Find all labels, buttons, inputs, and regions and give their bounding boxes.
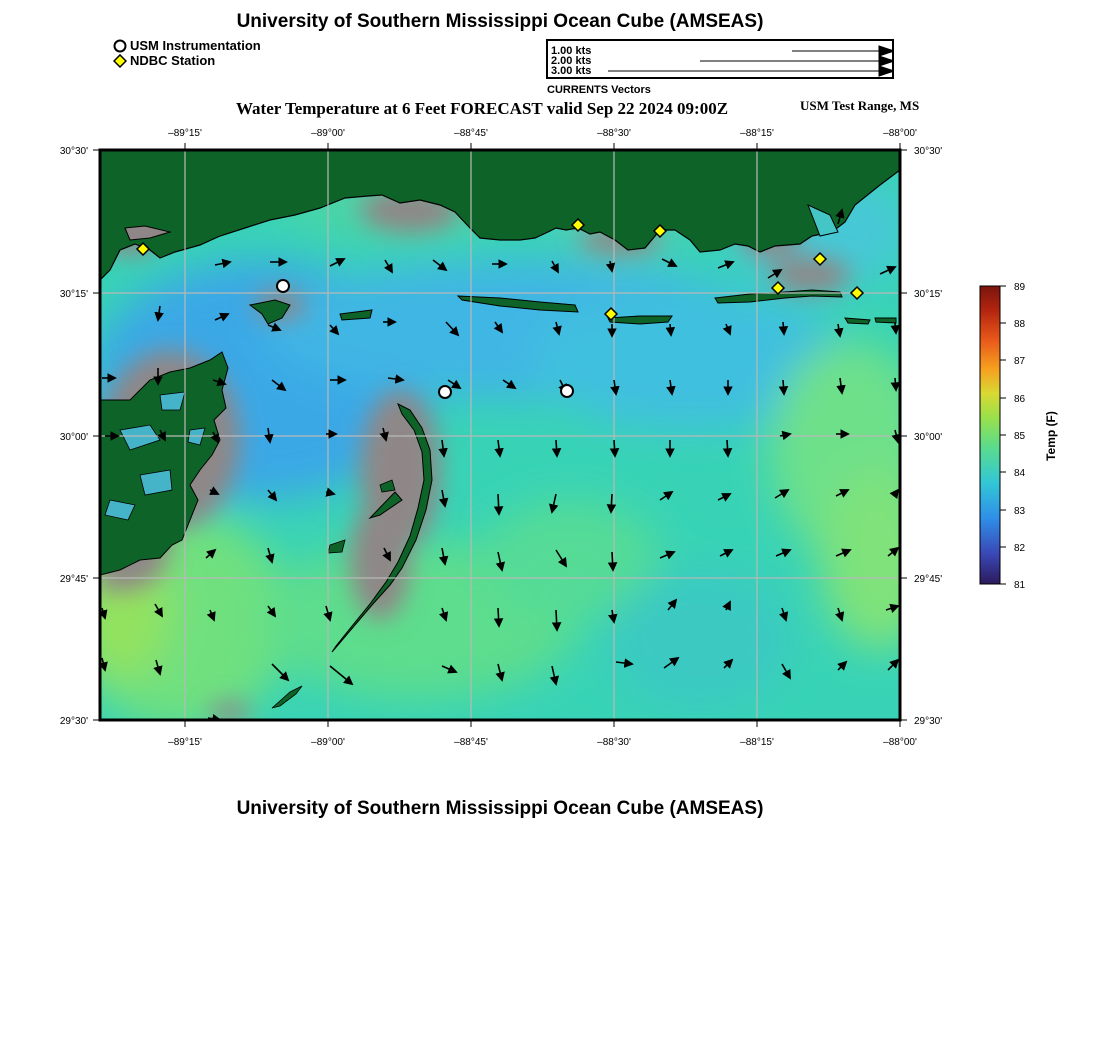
top-lon-labels xyxy=(168,128,917,139)
vector-key-row-3: 3.00 kts xyxy=(551,65,592,77)
lat-label-right-2: 30°15' xyxy=(914,289,943,300)
colorbar-tick-84: 84 xyxy=(1014,468,1026,479)
colorbar-tick-89: 89 xyxy=(1014,282,1026,293)
left-lat-labels xyxy=(60,146,88,727)
colorbar-tick-83: 83 xyxy=(1014,506,1026,517)
top-title: University of Southern Mississippi Ocean Cube (AMSEAS) xyxy=(236,11,764,32)
usm-station-marker xyxy=(277,280,289,292)
colorbar-ticks xyxy=(1000,286,1006,584)
colorbar-tick-87: 87 xyxy=(1014,356,1026,367)
lat-label-right-3: 30°00' xyxy=(914,432,943,443)
colorbar xyxy=(970,278,1080,598)
lon-label-top-3: –88°45' xyxy=(454,128,488,139)
lon-label-top-6: –88°00' xyxy=(883,128,917,139)
vector-key-caption: CURRENTS Vectors xyxy=(547,84,651,96)
legend-ndbc-label: NDBC Station xyxy=(130,53,216,68)
lon-label-bottom-5: –88°15' xyxy=(740,737,774,748)
colorbar-tick-81: 81 xyxy=(1014,580,1026,591)
bottom-lon-labels xyxy=(168,737,917,748)
lon-label-top-2: –89°00' xyxy=(311,128,345,139)
lon-label-bottom-4: –88°30' xyxy=(597,737,631,748)
vector-key-row-2: 2.00 kts xyxy=(551,55,592,67)
usm-station-marker xyxy=(439,386,451,398)
lat-label-left-3: 30°00' xyxy=(59,432,88,443)
lat-label-left-2: 30°15' xyxy=(59,289,88,300)
petit-bois-island xyxy=(608,316,672,324)
usm-station-marker xyxy=(561,385,573,397)
lat-label-right-1: 30°30' xyxy=(914,146,943,157)
colorbar-tick-88: 88 xyxy=(1014,319,1026,330)
right-lat-labels xyxy=(914,146,942,727)
lon-label-bottom-2: –89°00' xyxy=(311,737,345,748)
lat-label-left-5: 29°30' xyxy=(59,716,88,727)
colorbar-label: Temp (F) xyxy=(1044,411,1058,461)
lon-label-top-5: –88°15' xyxy=(740,128,774,139)
footer-title: University of Southern Mississippi Ocean Cube (AMSEAS) xyxy=(236,798,764,819)
lat-label-right-4: 29°45' xyxy=(914,574,943,585)
map-subtitle: USM Test Range, MS xyxy=(800,98,920,113)
lon-label-bottom-6: –88°00' xyxy=(883,737,917,748)
lat-label-left-4: 29°45' xyxy=(59,574,88,585)
lon-label-top-1: –89°15' xyxy=(168,128,202,139)
lon-label-top-4: –88°30' xyxy=(597,128,631,139)
lat-label-left-1: 30°30' xyxy=(59,146,88,157)
lon-label-bottom-1: –89°15' xyxy=(168,737,202,748)
lon-label-bottom-3: –88°45' xyxy=(454,737,488,748)
colorbar-tick-labels xyxy=(1014,282,1026,591)
colorbar-scale xyxy=(980,286,1000,584)
colorbar-tick-86: 86 xyxy=(1014,394,1026,405)
map-title: Water Temperature at 6 Feet FORECAST valid Sep 22 2024 09:00Z xyxy=(236,99,729,118)
colorbar-tick-85: 85 xyxy=(1014,431,1026,442)
legend-usm-label: USM Instrumentation xyxy=(130,38,261,53)
colorbar-tick-82: 82 xyxy=(1014,543,1026,554)
vector-key-row-1: 1.00 kts xyxy=(551,45,592,57)
lat-label-right-5: 29°30' xyxy=(914,716,943,727)
